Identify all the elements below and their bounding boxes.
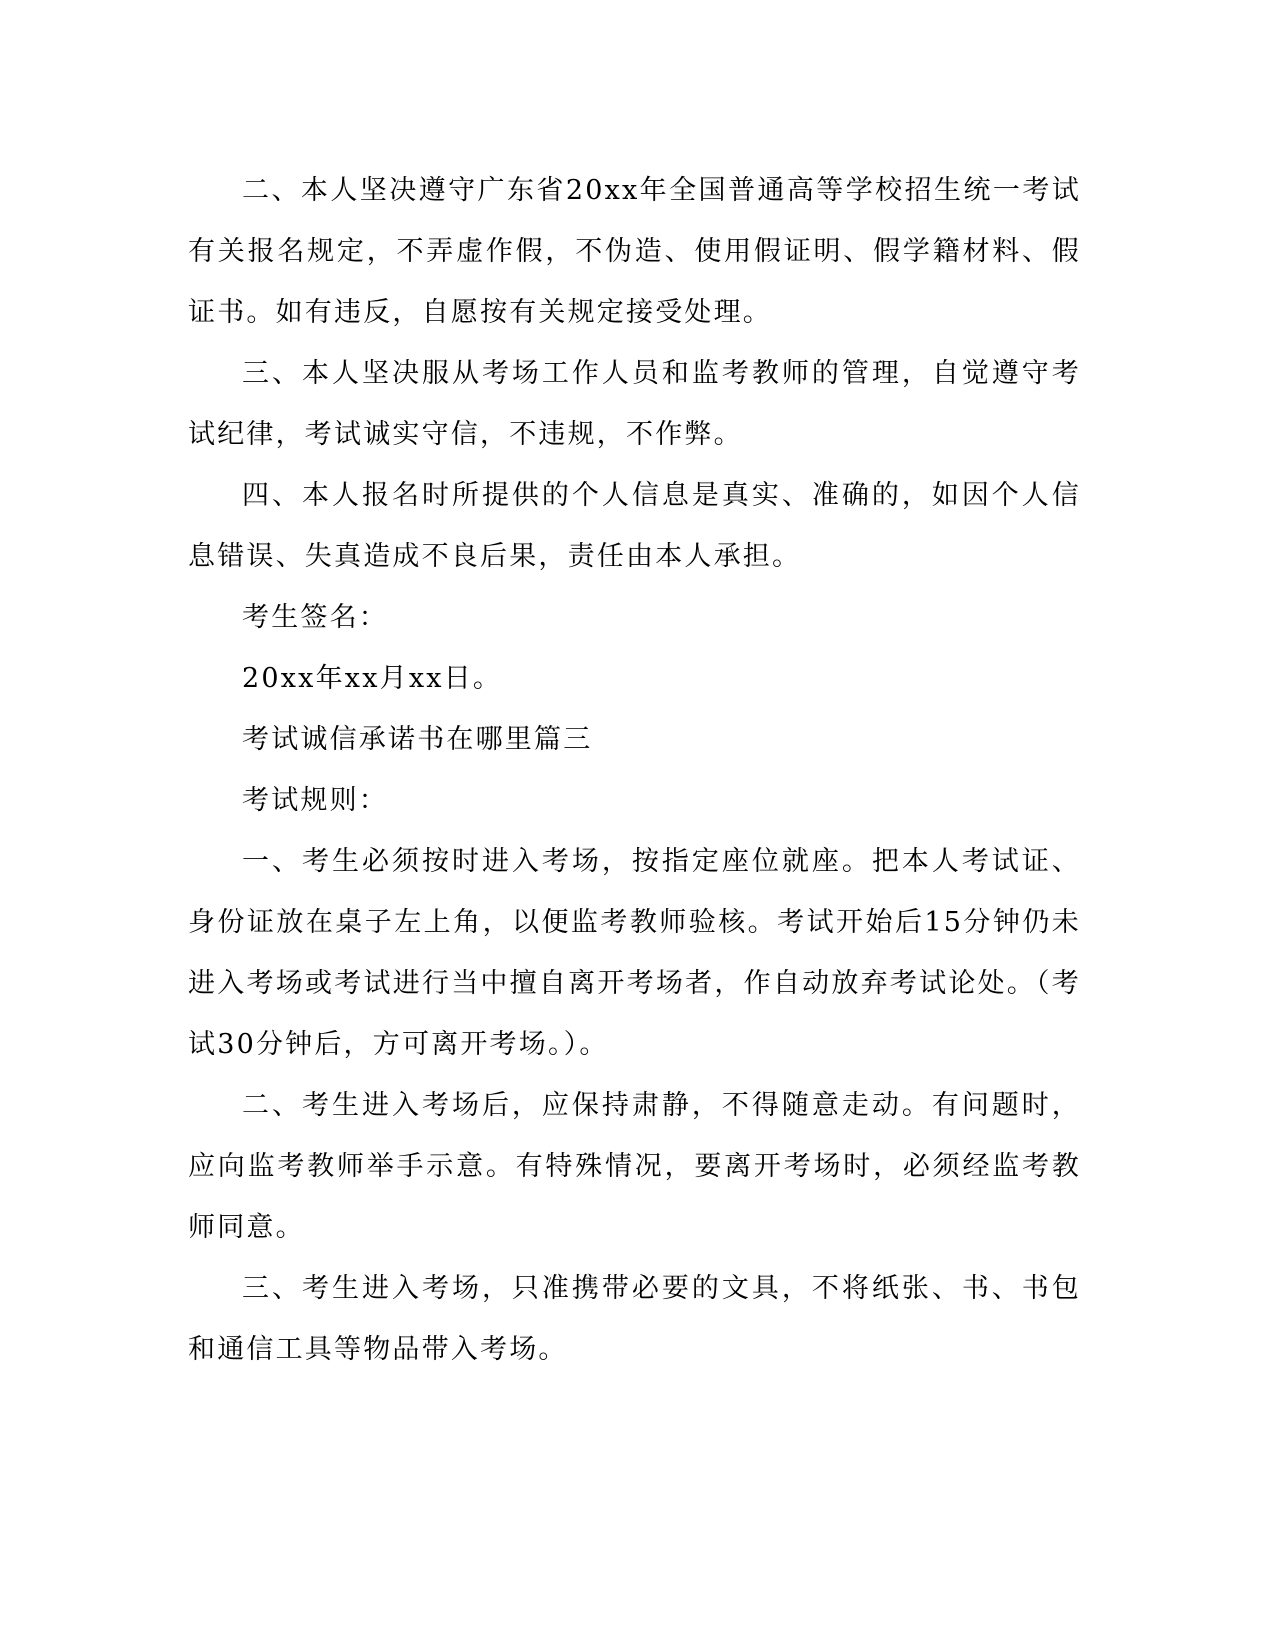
rule-item-3: 三、考生进入考场，只准携带必要的文具，不将纸张、书、书包和通信工具等物品带入考场。: [188, 1273, 1081, 1365]
paragraph-registration-rules: 二、本人坚决遵守广东省20xx年全国普通高等学校招生统一考试有关报名规定，不弄虚作假，不伪造、使用假证明、假学籍材料、假证书。如有违反，自愿按有关规定接受处理。: [188, 175, 1081, 328]
rule-item-1: 一、考生必须按时进入考场，按指定座位就座。把本人考试证、身份证放在桌子左上角，以便监考教师验核。考试开始后15分钟仍未进入考场或考试进行当中擅自离开考场者，作自动放弃考试论处。（考试30分钟后，方可离开考场。）。: [188, 846, 1081, 1060]
signature-line: 考生签名：: [242, 602, 388, 633]
rules-heading: 考试规则：: [242, 785, 388, 816]
rule-item-2: 二、考生进入考场后，应保持肃静，不得随意走动。有问题时，应向监考教师举手示意。有特殊情况，要离开考场时，必须经监考教师同意。: [188, 1090, 1081, 1243]
paragraph-exam-discipline: 三、本人坚决服从考场工作人员和监考教师的管理，自觉遵守考试纪律，考试诚实守信，不违规，不作弊。: [188, 358, 1081, 450]
section-title: 考试诚信承诺书在哪里篇三: [242, 724, 593, 755]
date-line: 20xx年xx月xx日。: [242, 663, 503, 694]
document-body: [188, 160, 1081, 1380]
paragraph-personal-info: 四、本人报名时所提供的个人信息是真实、准确的，如因个人信息错误、失真造成不良后果，责任由本人承担。: [188, 480, 1081, 572]
